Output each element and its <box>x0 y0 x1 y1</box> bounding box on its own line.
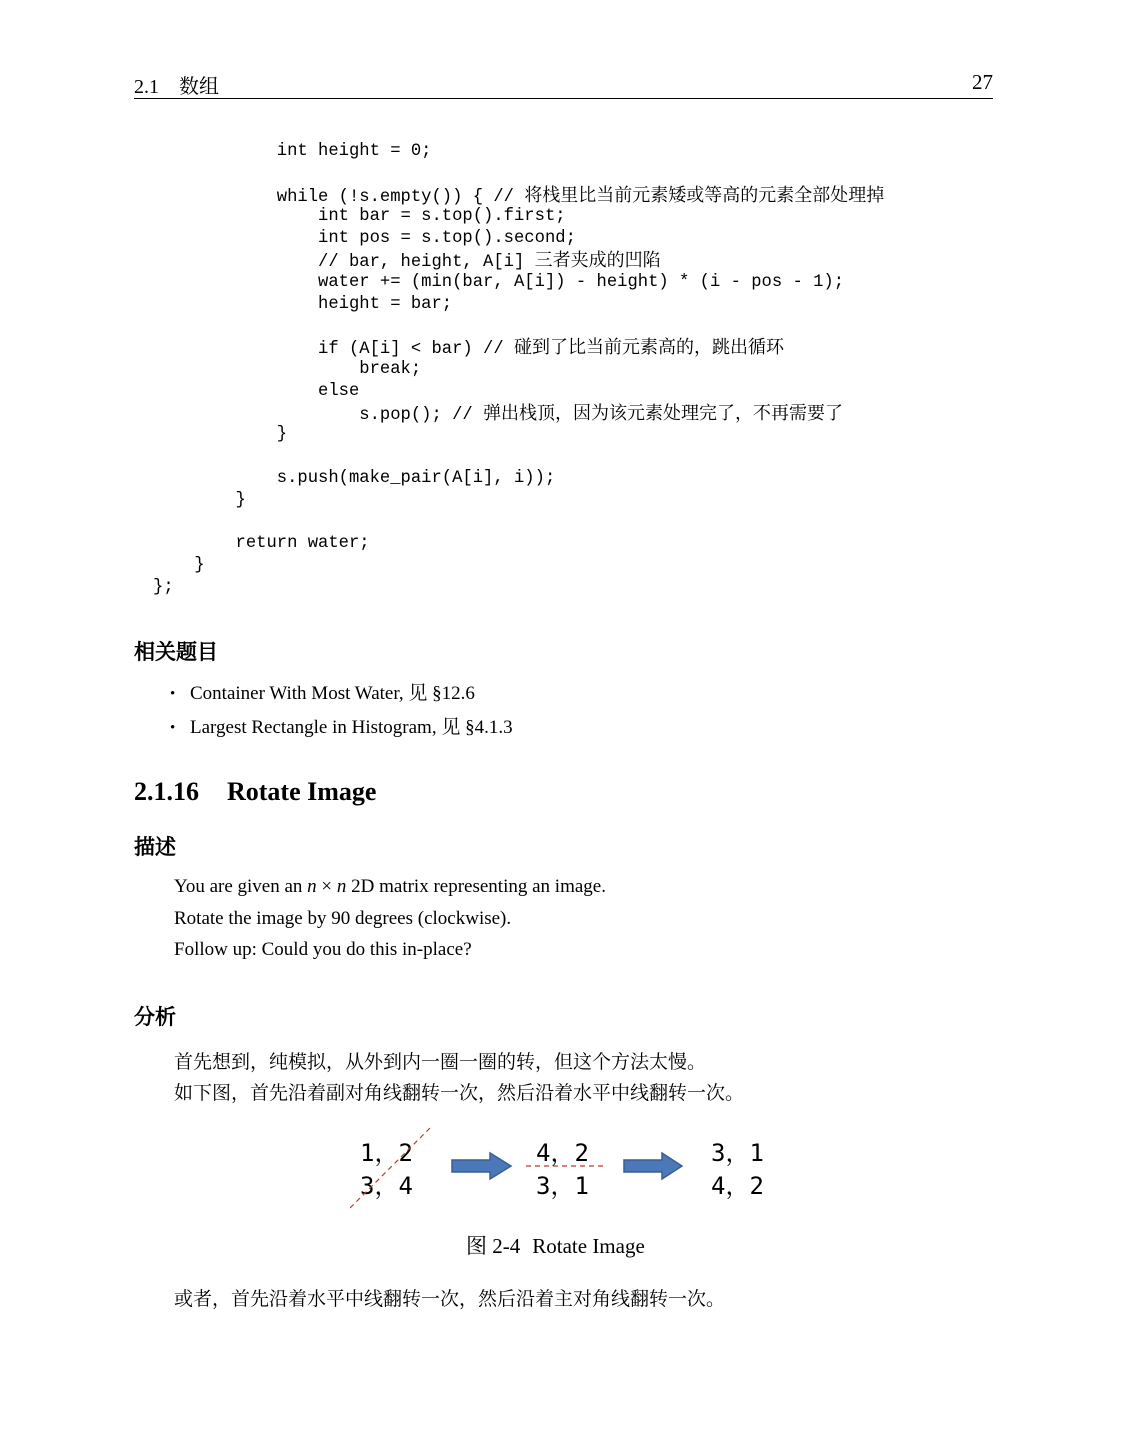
code-comment: 三者夹成的凹陷 <box>534 249 661 271</box>
code-line <box>153 185 884 207</box>
math-n: n <box>307 876 317 897</box>
description-line-1 <box>174 876 606 898</box>
section-title <box>134 777 376 807</box>
code-text: water += (min(bar, A[i]) - height) * (i - pos - 1); <box>153 272 845 292</box>
matrix1-row1: 1，2 <box>360 1139 413 1167</box>
text-span: You are given an <box>174 876 308 897</box>
code-line <box>153 141 884 163</box>
code-line <box>153 424 884 446</box>
code-text: if (A[i] < bar) // <box>153 340 514 360</box>
code-text: break; <box>153 359 422 379</box>
code-line <box>153 490 884 512</box>
code-line <box>153 555 884 577</box>
section-number: 2.1.16 <box>134 777 199 806</box>
matrix3-row1: 3，1 <box>711 1139 764 1167</box>
code-text: height = bar; <box>153 294 453 314</box>
text-span: 2D matrix representing an image. <box>346 876 606 897</box>
analysis-line-3: 或者，首先沿着水平中线翻转一次，然后沿着主对角线翻转一次。 <box>174 1288 726 1310</box>
math-n: n <box>336 876 347 897</box>
code-text: } <box>153 425 288 445</box>
list-item: • Largest Rectangle in Histogram, 见 §4.1.3 <box>170 716 513 750</box>
code-block <box>153 141 884 599</box>
arrow-icon <box>452 1153 511 1179</box>
code-text: } <box>153 490 246 510</box>
code-text: int height = 0; <box>153 142 432 161</box>
code-line <box>153 468 884 490</box>
running-head-number: 2.1 <box>134 76 159 98</box>
math-times: × <box>316 876 337 897</box>
related-problems-list <box>170 682 513 750</box>
code-line <box>153 359 884 381</box>
arrow-icon <box>624 1153 682 1179</box>
code-comment: 碰到了比当前元素高的，跳出循环 <box>514 337 784 359</box>
analysis-line-1: 首先想到，纯模拟，从外到内一圈一圈的转，但这个方法太慢。 <box>174 1051 707 1073</box>
code-line <box>153 315 884 337</box>
code-line <box>153 577 884 599</box>
code-comment: 将栈里比当前元素矮或等高的元素全部处理掉 <box>524 184 885 206</box>
related-problems-heading: 相关题目 <box>134 640 218 664</box>
code-line <box>153 206 884 228</box>
matrix2-row2: 3，1 <box>536 1172 589 1200</box>
matrix3-row2: 4，2 <box>711 1172 764 1200</box>
code-text: } <box>153 556 205 576</box>
code-line <box>153 272 884 294</box>
list-item: • Container With Most Water, 见 §12.6 <box>170 682 513 716</box>
figure-title: Rotate Image <box>532 1234 645 1258</box>
code-text: }; <box>153 577 174 597</box>
description-heading: 描述 <box>134 835 176 859</box>
code-line <box>153 250 884 272</box>
code-line <box>153 228 884 250</box>
matrix2-row1: 4，2 <box>536 1139 589 1167</box>
matrix1-row2: 3，4 <box>360 1172 413 1200</box>
code-text: s.pop(); // <box>153 405 484 425</box>
code-line <box>153 512 884 534</box>
code-text: while (!s.empty()) { // <box>153 187 525 207</box>
analysis-heading: 分析 <box>134 1005 176 1029</box>
running-head-title: 数组 <box>179 76 219 98</box>
section-name: Rotate Image <box>227 777 377 806</box>
code-text: return water; <box>153 534 370 554</box>
code-text: else <box>153 381 360 401</box>
code-line <box>153 446 884 468</box>
code-comment: 弹出栈顶，因为该元素处理完了，不再需要了 <box>483 402 844 424</box>
code-line <box>153 163 884 185</box>
code-line <box>153 381 884 403</box>
description-line-2: Rotate the image by 90 degrees (clockwise). <box>174 908 512 929</box>
rotate-image-figure <box>340 1122 790 1214</box>
analysis-line-2: 如下图，首先沿着副对角线翻转一次，然后沿着水平中线翻转一次。 <box>174 1082 745 1104</box>
code-text: // bar, height, A[i] <box>153 252 535 272</box>
description-line-3: Follow up: Could you do this in-place? <box>174 939 472 960</box>
figure-label: 图 2-4 <box>466 1234 521 1258</box>
page-header <box>134 68 993 99</box>
figure-caption <box>466 1230 645 1260</box>
page-number: 27 <box>972 70 993 94</box>
code-line <box>153 403 884 425</box>
code-line <box>153 337 884 359</box>
code-text: s.push(make_pair(A[i], i)); <box>153 468 556 488</box>
running-head <box>134 70 219 99</box>
code-text: int pos = s.top().second; <box>153 229 576 249</box>
code-line <box>153 533 884 555</box>
code-line <box>153 294 884 316</box>
code-text: int bar = s.top().first; <box>153 207 566 227</box>
